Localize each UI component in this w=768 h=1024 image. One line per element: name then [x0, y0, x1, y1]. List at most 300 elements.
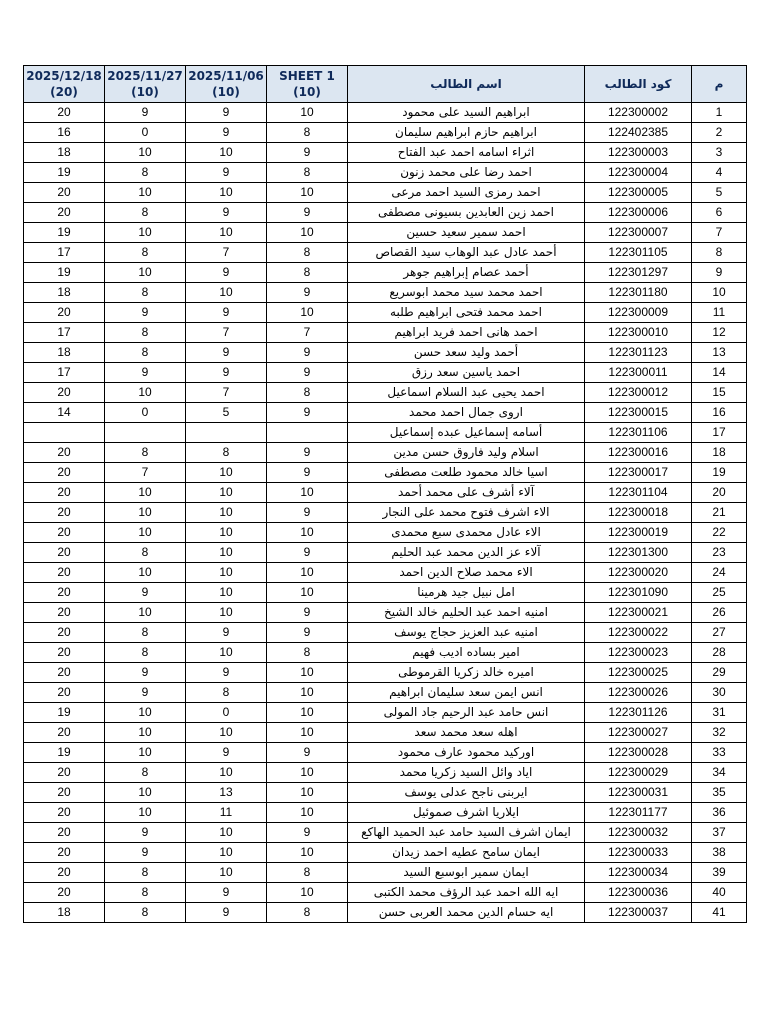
score-2025-11-27-cell[interactable]: 10	[105, 503, 186, 523]
score-2025-12-18-cell[interactable]: 20	[24, 443, 105, 463]
score-sheet-1-cell[interactable]: 10	[267, 223, 348, 243]
header-date-label: 2025/11/27	[107, 69, 183, 83]
score-2025-11-06-cell[interactable]: 10	[186, 183, 267, 203]
row-index-cell[interactable]: 25	[692, 583, 747, 603]
score-sheet-1-cell[interactable]: 7	[267, 323, 348, 343]
score-2025-12-18-cell[interactable]: 18	[24, 343, 105, 363]
score-sheet-1-cell[interactable]: 8	[267, 903, 348, 923]
score-2025-12-18-cell[interactable]: 20	[24, 483, 105, 503]
score-2025-12-18-cell[interactable]: 20	[24, 543, 105, 563]
score-sheet-1-cell[interactable]: 8	[267, 383, 348, 403]
row-index-cell[interactable]: 11	[692, 303, 747, 323]
score-2025-11-27-cell[interactable]: 7	[105, 463, 186, 483]
score-2025-11-27-cell[interactable]: 9	[105, 663, 186, 683]
score-sheet-1-cell[interactable]: 9	[267, 443, 348, 463]
score-sheet-1-cell[interactable]: 9	[267, 143, 348, 163]
student-name-cell[interactable]: احمد محمد فتحى ابراهيم طلبه	[348, 303, 585, 323]
score-2025-11-06-cell[interactable]: 10	[186, 603, 267, 623]
student-code-cell[interactable]: 122300005	[585, 183, 692, 203]
score-2025-11-27-cell[interactable]: 9	[105, 683, 186, 703]
score-2025-11-27-cell[interactable]: 10	[105, 143, 186, 163]
score-2025-11-27-cell[interactable]: 10	[105, 603, 186, 623]
row-index-cell[interactable]: 27	[692, 623, 747, 643]
row-index-cell[interactable]: 24	[692, 563, 747, 583]
score-2025-12-18-cell[interactable]: 20	[24, 763, 105, 783]
student-code-cell[interactable]: 122301106	[585, 423, 692, 443]
student-code-cell[interactable]: 122300023	[585, 643, 692, 663]
student-code-cell[interactable]: 122300009	[585, 303, 692, 323]
row-index-cell[interactable]: 40	[692, 883, 747, 903]
score-2025-12-18-cell[interactable]: 17	[24, 323, 105, 343]
student-code-cell[interactable]: 122300020	[585, 563, 692, 583]
row-index-cell[interactable]: 16	[692, 403, 747, 423]
score-2025-11-27-cell[interactable]: 10	[105, 783, 186, 803]
table-row	[24, 323, 747, 343]
score-2025-11-27-cell[interactable]: 10	[105, 703, 186, 723]
score-sheet-1-cell[interactable]: 8	[267, 163, 348, 183]
score-2025-11-06-cell[interactable]: 10	[186, 723, 267, 743]
score-2025-11-06-cell[interactable]: 7	[186, 383, 267, 403]
student-name-cell[interactable]: الاء اشرف فتوح محمد على النجار	[348, 503, 585, 523]
student-code-cell[interactable]: 122300034	[585, 863, 692, 883]
student-code-cell[interactable]: 122301300	[585, 543, 692, 563]
row-index-cell[interactable]: 31	[692, 703, 747, 723]
student-code-cell[interactable]: 122301297	[585, 263, 692, 283]
score-2025-11-06-cell[interactable]: 10	[186, 823, 267, 843]
row-index-cell[interactable]: 23	[692, 543, 747, 563]
score-2025-12-18-cell[interactable]: 20	[24, 203, 105, 223]
score-sheet-1-cell[interactable]: 9	[267, 203, 348, 223]
score-2025-11-06-cell[interactable]: 7	[186, 243, 267, 263]
row-index-cell[interactable]: 35	[692, 783, 747, 803]
score-2025-11-06-cell[interactable]: 10	[186, 843, 267, 863]
student-code-cell[interactable]: 122301123	[585, 343, 692, 363]
score-2025-11-06-cell[interactable]: 9	[186, 623, 267, 643]
score-2025-12-18-cell[interactable]: 20	[24, 603, 105, 623]
score-2025-11-27-cell[interactable]: 10	[105, 483, 186, 503]
student-name-cell[interactable]: احمد يحيى عبد السلام اسماعيل	[348, 383, 585, 403]
score-sheet-1-cell[interactable]: 9	[267, 463, 348, 483]
student-code-cell[interactable]: 122300019	[585, 523, 692, 543]
row-index-cell[interactable]: 26	[692, 603, 747, 623]
col-header-2025-12-18[interactable]	[24, 66, 105, 103]
row-index-cell[interactable]: 15	[692, 383, 747, 403]
score-sheet-1-cell[interactable]: 9	[267, 343, 348, 363]
student-name-cell[interactable]: اياد وائل السيد زكريا محمد	[348, 763, 585, 783]
score-sheet-1-cell[interactable]: 10	[267, 663, 348, 683]
score-2025-12-18-cell[interactable]: 20	[24, 723, 105, 743]
score-2025-12-18-cell[interactable]: 20	[24, 803, 105, 823]
score-2025-12-18-cell[interactable]: 20	[24, 683, 105, 703]
student-code-cell[interactable]: 122300003	[585, 143, 692, 163]
score-2025-11-27-cell[interactable]: 9	[105, 103, 186, 123]
student-name-cell[interactable]: ايه الله احمد عبد الرؤف محمد الكتبى	[348, 883, 585, 903]
score-2025-11-27-cell[interactable]: 8	[105, 863, 186, 883]
score-2025-11-27-cell[interactable]: 8	[105, 283, 186, 303]
row-index-cell[interactable]: 32	[692, 723, 747, 743]
score-2025-12-18-cell[interactable]: 18	[24, 283, 105, 303]
score-2025-11-06-cell[interactable]: 10	[186, 143, 267, 163]
student-code-cell[interactable]: 122300016	[585, 443, 692, 463]
score-2025-11-06-cell[interactable]: 9	[186, 743, 267, 763]
table-row	[24, 463, 747, 483]
col-header-sheet-1[interactable]	[267, 66, 348, 103]
row-index-cell[interactable]: 13	[692, 343, 747, 363]
score-sheet-1-cell[interactable]: 10	[267, 843, 348, 863]
score-2025-11-06-cell[interactable]: 8	[186, 443, 267, 463]
student-name-cell[interactable]: أحمد وليد سعد حسن	[348, 343, 585, 363]
row-index-cell[interactable]: 21	[692, 503, 747, 523]
score-2025-11-06-cell[interactable]: 10	[186, 543, 267, 563]
score-sheet-1-cell[interactable]	[267, 423, 348, 443]
student-name-cell[interactable]: ابراهيم السيد على محمود	[348, 103, 585, 123]
score-2025-11-06-cell[interactable]: 9	[186, 103, 267, 123]
student-name-cell[interactable]: احمد زين العابدين بسيونى مصطفى	[348, 203, 585, 223]
score-2025-11-27-cell[interactable]: 8	[105, 343, 186, 363]
student-name-cell[interactable]: ايربنى ناجح عدلى يوسف	[348, 783, 585, 803]
row-index-cell[interactable]: 38	[692, 843, 747, 863]
score-2025-11-27-cell[interactable]: 9	[105, 583, 186, 603]
score-sheet-1-cell[interactable]: 9	[267, 603, 348, 623]
score-2025-11-06-cell[interactable]: 0	[186, 703, 267, 723]
score-sheet-1-cell[interactable]: 10	[267, 563, 348, 583]
score-2025-12-18-cell[interactable]: 19	[24, 223, 105, 243]
score-2025-11-27-cell[interactable]: 8	[105, 203, 186, 223]
col-header-student-code[interactable]: كود الطالب	[585, 66, 692, 103]
student-name-cell[interactable]: احمد هانى احمد فريد ابراهيم	[348, 323, 585, 343]
score-sheet-1-cell[interactable]: 10	[267, 763, 348, 783]
score-2025-11-27-cell[interactable]: 10	[105, 383, 186, 403]
score-2025-11-27-cell[interactable]: 8	[105, 643, 186, 663]
student-code-cell[interactable]: 122300011	[585, 363, 692, 383]
score-2025-11-06-cell[interactable]: 13	[186, 783, 267, 803]
student-code-cell[interactable]: 122300012	[585, 383, 692, 403]
row-index-cell[interactable]: 37	[692, 823, 747, 843]
score-2025-11-06-cell[interactable]: 9	[186, 363, 267, 383]
score-2025-11-06-cell[interactable]: 8	[186, 683, 267, 703]
score-sheet-1-cell[interactable]: 9	[267, 403, 348, 423]
student-name-cell[interactable]: اهله سعد محمد سعد	[348, 723, 585, 743]
student-name-cell[interactable]: امنيه احمد عبد الحليم خالد الشيخ	[348, 603, 585, 623]
score-2025-11-27-cell[interactable]: 8	[105, 763, 186, 783]
student-name-cell[interactable]: انس حامد عبد الرحيم جاد المولى	[348, 703, 585, 723]
score-2025-11-06-cell[interactable]: 10	[186, 583, 267, 603]
score-2025-12-18-cell[interactable]: 18	[24, 903, 105, 923]
student-code-cell[interactable]: 122301126	[585, 703, 692, 723]
student-name-cell[interactable]: ايلاريا اشرف صموئيل	[348, 803, 585, 823]
student-name-cell[interactable]: أحمد عادل عبد الوهاب سيد القصاص	[348, 243, 585, 263]
score-sheet-1-cell[interactable]: 10	[267, 183, 348, 203]
student-code-cell[interactable]: 122300018	[585, 503, 692, 523]
score-sheet-1-cell[interactable]: 10	[267, 483, 348, 503]
student-name-cell[interactable]: احمد سمير سعيد حسين	[348, 223, 585, 243]
row-index-cell[interactable]: 4	[692, 163, 747, 183]
score-2025-12-18-cell[interactable]: 20	[24, 563, 105, 583]
score-2025-11-27-cell[interactable]: 10	[105, 743, 186, 763]
score-2025-11-27-cell[interactable]: 9	[105, 363, 186, 383]
student-code-cell[interactable]: 122300002	[585, 103, 692, 123]
row-index-cell[interactable]: 14	[692, 363, 747, 383]
student-name-cell[interactable]: انس ايمن سعد سليمان ابراهيم	[348, 683, 585, 703]
col-header-index[interactable]: م	[692, 66, 747, 103]
score-sheet-1-cell[interactable]: 9	[267, 623, 348, 643]
score-sheet-1-cell[interactable]: 10	[267, 883, 348, 903]
student-code-cell[interactable]: 122300022	[585, 623, 692, 643]
student-name-cell[interactable]: اوركيد محمود عارف محمود	[348, 743, 585, 763]
score-2025-12-18-cell[interactable]: 20	[24, 663, 105, 683]
score-2025-11-06-cell[interactable]: 9	[186, 203, 267, 223]
student-code-cell[interactable]: 122300037	[585, 903, 692, 923]
student-code-cell[interactable]: 122300021	[585, 603, 692, 623]
student-code-cell[interactable]: 122300031	[585, 783, 692, 803]
score-2025-12-18-cell[interactable]: 20	[24, 503, 105, 523]
student-name-cell[interactable]: امير بساده اديب فهيم	[348, 643, 585, 663]
score-2025-12-18-cell[interactable]: 19	[24, 703, 105, 723]
score-2025-12-18-cell[interactable]: 20	[24, 883, 105, 903]
student-name-cell[interactable]: احمد رضا على محمد زنون	[348, 163, 585, 183]
score-2025-11-06-cell[interactable]: 10	[186, 483, 267, 503]
score-2025-12-18-cell[interactable]: 20	[24, 843, 105, 863]
score-sheet-1-cell[interactable]: 8	[267, 263, 348, 283]
student-code-cell[interactable]: 122300029	[585, 763, 692, 783]
score-2025-11-06-cell[interactable]: 10	[186, 763, 267, 783]
score-2025-11-27-cell[interactable]: 8	[105, 903, 186, 923]
row-index-cell[interactable]: 28	[692, 643, 747, 663]
score-2025-11-27-cell[interactable]	[105, 423, 186, 443]
student-name-cell[interactable]: الاء عادل محمدى سبع محمدى	[348, 523, 585, 543]
student-code-cell[interactable]: 122300004	[585, 163, 692, 183]
score-2025-11-06-cell[interactable]: 10	[186, 863, 267, 883]
table-row	[24, 143, 747, 163]
score-2025-12-18-cell[interactable]: 20	[24, 783, 105, 803]
student-name-cell[interactable]: آلاء أشرف على محمد أحمد	[348, 483, 585, 503]
score-2025-12-18-cell[interactable]: 20	[24, 583, 105, 603]
score-sheet-1-cell[interactable]: 8	[267, 243, 348, 263]
score-sheet-1-cell[interactable]: 10	[267, 803, 348, 823]
score-sheet-1-cell[interactable]: 9	[267, 363, 348, 383]
score-2025-11-27-cell[interactable]: 0	[105, 403, 186, 423]
score-2025-12-18-cell[interactable]: 20	[24, 623, 105, 643]
score-2025-11-06-cell[interactable]: 10	[186, 283, 267, 303]
score-2025-11-27-cell[interactable]: 8	[105, 883, 186, 903]
student-code-cell[interactable]: 122402385	[585, 123, 692, 143]
student-name-cell[interactable]: اثراء اسامه احمد عبد الفتاح	[348, 143, 585, 163]
score-2025-11-27-cell[interactable]: 10	[105, 723, 186, 743]
score-sheet-1-cell[interactable]: 8	[267, 643, 348, 663]
score-sheet-1-cell[interactable]: 10	[267, 583, 348, 603]
score-2025-12-18-cell[interactable]: 20	[24, 523, 105, 543]
score-2025-12-18-cell[interactable]: 18	[24, 143, 105, 163]
student-code-cell[interactable]: 122301090	[585, 583, 692, 603]
student-code-cell[interactable]: 122300015	[585, 403, 692, 423]
student-name-cell[interactable]: احمد محمد سيد محمد ابوسريع	[348, 283, 585, 303]
score-2025-11-27-cell[interactable]: 8	[105, 623, 186, 643]
student-name-cell[interactable]: امنيه عبد العزيز حجاج يوسف	[348, 623, 585, 643]
row-index-cell[interactable]: 3	[692, 143, 747, 163]
score-sheet-1-cell[interactable]: 10	[267, 103, 348, 123]
score-2025-12-18-cell[interactable]: 20	[24, 103, 105, 123]
student-code-cell[interactable]: 122301105	[585, 243, 692, 263]
student-code-cell[interactable]: 122300026	[585, 683, 692, 703]
student-name-cell[interactable]: اروى جمال احمد محمد	[348, 403, 585, 423]
row-index-cell[interactable]: 33	[692, 743, 747, 763]
student-name-cell[interactable]: آلاء عز الدين محمد عبد الحليم	[348, 543, 585, 563]
student-code-cell[interactable]: 122300007	[585, 223, 692, 243]
row-index-cell[interactable]: 7	[692, 223, 747, 243]
row-index-cell[interactable]: 18	[692, 443, 747, 463]
row-index-cell[interactable]: 12	[692, 323, 747, 343]
row-index-cell[interactable]: 2	[692, 123, 747, 143]
score-2025-12-18-cell[interactable]: 20	[24, 863, 105, 883]
student-code-cell[interactable]: 122300025	[585, 663, 692, 683]
score-2025-11-06-cell[interactable]: 5	[186, 403, 267, 423]
score-2025-11-06-cell[interactable]: 10	[186, 503, 267, 523]
score-2025-12-18-cell[interactable]: 17	[24, 363, 105, 383]
student-code-cell[interactable]: 122301180	[585, 283, 692, 303]
score-2025-11-06-cell[interactable]: 10	[186, 223, 267, 243]
score-2025-11-27-cell[interactable]: 8	[105, 443, 186, 463]
row-index-cell[interactable]: 6	[692, 203, 747, 223]
student-name-cell[interactable]: الاء محمد صلاح الدين احمد	[348, 563, 585, 583]
score-2025-12-18-cell[interactable]: 19	[24, 263, 105, 283]
row-index-cell[interactable]: 10	[692, 283, 747, 303]
score-2025-11-27-cell[interactable]: 9	[105, 303, 186, 323]
student-name-cell[interactable]: ايمان اشرف السيد حامد عبد الحميد الهاكع	[348, 823, 585, 843]
score-2025-12-18-cell[interactable]: 20	[24, 643, 105, 663]
score-2025-11-27-cell[interactable]: 10	[105, 223, 186, 243]
score-2025-11-06-cell[interactable]: 11	[186, 803, 267, 823]
score-2025-11-06-cell[interactable]: 9	[186, 163, 267, 183]
score-2025-12-18-cell[interactable]: 20	[24, 183, 105, 203]
score-2025-11-06-cell[interactable]: 9	[186, 903, 267, 923]
row-index-cell[interactable]: 41	[692, 903, 747, 923]
student-name-cell[interactable]: اسلام وليد فاروق حسن مدين	[348, 443, 585, 463]
table-row	[24, 723, 747, 743]
row-index-cell[interactable]: 36	[692, 803, 747, 823]
score-sheet-1-cell[interactable]: 10	[267, 703, 348, 723]
row-index-cell[interactable]: 20	[692, 483, 747, 503]
student-name-cell[interactable]: ايمان سمير ابوسبع السيد	[348, 863, 585, 883]
score-sheet-1-cell[interactable]: 9	[267, 503, 348, 523]
score-sheet-1-cell[interactable]: 8	[267, 863, 348, 883]
score-2025-11-27-cell[interactable]: 10	[105, 523, 186, 543]
student-code-cell[interactable]: 122301177	[585, 803, 692, 823]
score-2025-12-18-cell[interactable]: 20	[24, 823, 105, 843]
score-2025-12-18-cell[interactable]: 19	[24, 743, 105, 763]
row-index-cell[interactable]: 5	[692, 183, 747, 203]
student-name-cell[interactable]: اميره خالد زكريا القرموطى	[348, 663, 585, 683]
score-2025-12-18-cell[interactable]: 17	[24, 243, 105, 263]
student-name-cell[interactable]: احمد ياسين سعد رزق	[348, 363, 585, 383]
row-index-cell[interactable]: 19	[692, 463, 747, 483]
score-sheet-1-cell[interactable]: 9	[267, 743, 348, 763]
score-2025-12-18-cell[interactable]: 16	[24, 123, 105, 143]
score-2025-11-06-cell[interactable]: 10	[186, 463, 267, 483]
score-2025-12-18-cell[interactable]: 20	[24, 383, 105, 403]
student-code-cell[interactable]: 122301104	[585, 483, 692, 503]
score-2025-11-27-cell[interactable]: 9	[105, 823, 186, 843]
score-2025-11-27-cell[interactable]: 10	[105, 803, 186, 823]
score-2025-11-06-cell[interactable]: 10	[186, 523, 267, 543]
student-code-cell[interactable]: 122300017	[585, 463, 692, 483]
score-2025-12-18-cell[interactable]	[24, 423, 105, 443]
student-code-cell[interactable]: 122300028	[585, 743, 692, 763]
student-code-cell[interactable]: 122300027	[585, 723, 692, 743]
student-name-cell[interactable]: احمد رمزى السيد احمد مرعى	[348, 183, 585, 203]
score-2025-11-27-cell[interactable]: 0	[105, 123, 186, 143]
student-code-cell[interactable]: 122300036	[585, 883, 692, 903]
score-2025-12-18-cell[interactable]: 19	[24, 163, 105, 183]
student-code-cell[interactable]: 122300032	[585, 823, 692, 843]
student-name-cell[interactable]: ايمان سامح عطيه احمد زيدان	[348, 843, 585, 863]
score-sheet-1-cell[interactable]: 8	[267, 123, 348, 143]
row-index-cell[interactable]: 30	[692, 683, 747, 703]
score-sheet-1-cell[interactable]: 10	[267, 783, 348, 803]
col-header-2025-11-27[interactable]	[105, 66, 186, 103]
score-2025-11-27-cell[interactable]: 10	[105, 263, 186, 283]
student-name-cell[interactable]: أحمد عصام إبراهيم جوهر	[348, 263, 585, 283]
score-2025-11-27-cell[interactable]: 8	[105, 163, 186, 183]
score-sheet-1-cell[interactable]: 10	[267, 303, 348, 323]
score-2025-11-27-cell[interactable]: 9	[105, 843, 186, 863]
score-2025-12-18-cell[interactable]: 14	[24, 403, 105, 423]
score-2025-11-06-cell[interactable]: 7	[186, 323, 267, 343]
score-2025-11-27-cell[interactable]: 10	[105, 183, 186, 203]
score-sheet-1-cell[interactable]: 10	[267, 723, 348, 743]
score-2025-11-27-cell[interactable]: 8	[105, 543, 186, 563]
score-2025-11-27-cell[interactable]: 8	[105, 323, 186, 343]
score-2025-11-27-cell[interactable]: 10	[105, 563, 186, 583]
student-code-cell[interactable]: 122300033	[585, 843, 692, 863]
score-2025-11-06-cell[interactable]	[186, 423, 267, 443]
score-sheet-1-cell[interactable]: 9	[267, 823, 348, 843]
student-code-cell[interactable]: 122300010	[585, 323, 692, 343]
score-2025-12-18-cell[interactable]: 20	[24, 303, 105, 323]
student-name-cell[interactable]: أسامه إسماعيل عبده إسماعيل	[348, 423, 585, 443]
student-name-cell[interactable]: اسيا خالد محمود طلعت مصطفى	[348, 463, 585, 483]
score-2025-11-06-cell[interactable]: 9	[186, 263, 267, 283]
score-sheet-1-cell[interactable]: 10	[267, 683, 348, 703]
table-row	[24, 223, 747, 243]
row-index-cell[interactable]: 39	[692, 863, 747, 883]
score-2025-11-06-cell[interactable]: 9	[186, 303, 267, 323]
score-2025-11-06-cell[interactable]: 10	[186, 643, 267, 663]
row-index-cell[interactable]: 17	[692, 423, 747, 443]
student-code-cell[interactable]: 122300006	[585, 203, 692, 223]
student-name-cell[interactable]: ابراهيم حازم ابراهيم سليمان	[348, 123, 585, 143]
row-index-cell[interactable]: 22	[692, 523, 747, 543]
row-index-cell[interactable]: 29	[692, 663, 747, 683]
student-name-cell[interactable]: امل نبيل جيد هرمينا	[348, 583, 585, 603]
score-sheet-1-cell[interactable]: 9	[267, 543, 348, 563]
col-header-student-name[interactable]: اسم الطالب	[348, 66, 585, 103]
score-2025-11-06-cell[interactable]: 10	[186, 563, 267, 583]
col-header-2025-11-06[interactable]	[186, 66, 267, 103]
row-index-cell[interactable]: 9	[692, 263, 747, 283]
score-2025-11-06-cell[interactable]: 9	[186, 123, 267, 143]
score-2025-11-06-cell[interactable]: 9	[186, 883, 267, 903]
score-2025-11-06-cell[interactable]: 9	[186, 663, 267, 683]
score-sheet-1-cell[interactable]: 10	[267, 523, 348, 543]
row-index-cell[interactable]: 8	[692, 243, 747, 263]
row-index-cell[interactable]: 1	[692, 103, 747, 123]
score-2025-12-18-cell[interactable]: 20	[24, 463, 105, 483]
student-name-cell[interactable]: ايه حسام الدين محمد العربى حسن	[348, 903, 585, 923]
score-sheet-1-cell[interactable]: 9	[267, 283, 348, 303]
row-index-cell[interactable]: 34	[692, 763, 747, 783]
score-2025-11-27-cell[interactable]: 8	[105, 243, 186, 263]
score-2025-11-06-cell[interactable]: 9	[186, 343, 267, 363]
